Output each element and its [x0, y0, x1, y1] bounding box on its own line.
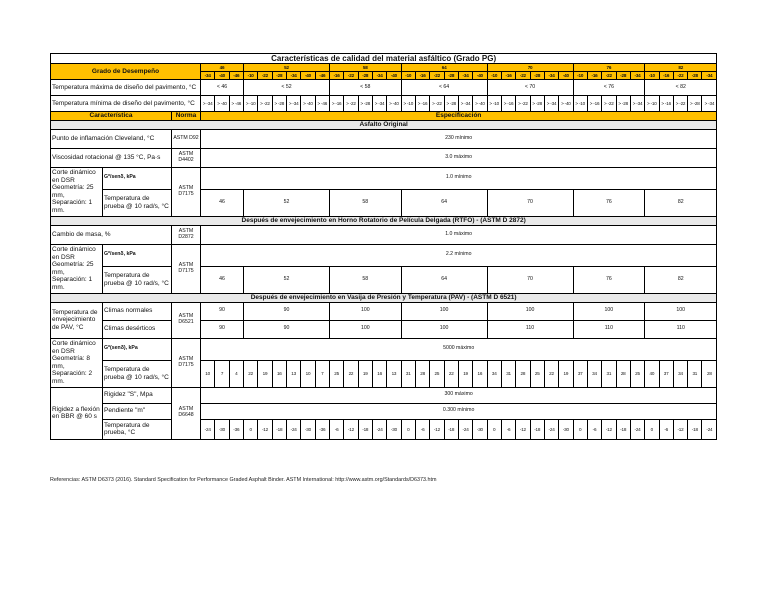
dsr-pav-label: Corte dinámico en DSR Geometría: 8 mm, Separación: 2 mm.	[51, 338, 103, 387]
pav-desert-value: 110	[487, 320, 573, 338]
dsr-pav-temp-value: 37	[573, 360, 587, 387]
visc-label: Viscosidad rotacional @ 135 °C, Pa·s	[51, 148, 172, 167]
bbr-temp-value: -30	[301, 419, 315, 439]
dsr-pav-temp-value: 28	[415, 360, 429, 387]
temp-min-value: > -34	[286, 96, 300, 112]
temp-min-value: > -16	[329, 96, 343, 112]
grado-label: Grado de Desempeño	[51, 64, 201, 80]
bbr-temp-value: -6	[329, 419, 343, 439]
grade-header: 82	[645, 64, 717, 72]
pav-desert-value: 100	[401, 320, 487, 338]
dsr-pav-temp-value: 34	[487, 360, 501, 387]
grade-low-temp: -34	[458, 72, 472, 80]
grade-low-temp: -22	[516, 72, 530, 80]
temp-min-value: > -22	[258, 96, 272, 112]
temp-max-value: < 70	[487, 80, 573, 96]
pav-normal-label: Climas normales	[103, 302, 172, 320]
dsr-rtfo-spec: 2.2 mínimo	[201, 244, 717, 266]
dsr-orig-temp-value: 76	[573, 189, 645, 216]
temp-min-value: > -16	[587, 96, 601, 112]
bbr-temp-value: 0	[243, 419, 257, 439]
bbr-temp-value: -12	[673, 419, 687, 439]
dsr-pav-temp-label: Temperatura de prueba @ 10 rad/s, °C	[103, 360, 172, 387]
flash-spec: 230 mínimo	[201, 129, 717, 148]
dsr-rtfo-temp-value: 52	[243, 266, 329, 293]
dsr-orig-temp-value: 70	[487, 189, 573, 216]
temp-min-value: > -10	[401, 96, 415, 112]
temp-min-value: > -16	[501, 96, 515, 112]
reference-note: Referencias: ASTM D6373 (2016). Standard Specification for Performance Graded Asphalt Binder. ASTM International: http://www.astm.org/Standards/D6373.htm	[50, 477, 437, 483]
bbr-stiff-spec: 300 máximo	[201, 387, 717, 403]
grade-low-temp: -34	[201, 72, 215, 80]
table-title: Características de calidad del material asfáltico (Grado PG)	[51, 54, 717, 64]
bbr-temp-value: -24	[372, 419, 386, 439]
temp-min-value: > -16	[659, 96, 673, 112]
grade-low-temp: -16	[329, 72, 343, 80]
bbr-temp-value: -36	[315, 419, 329, 439]
bbr-temp-value: -6	[587, 419, 601, 439]
dsr-pav-temp-value: 19	[458, 360, 472, 387]
grade-low-temp: -22	[673, 72, 687, 80]
pav-desert-value: 90	[201, 320, 244, 338]
dsr-pav-temp-value: 22	[243, 360, 257, 387]
grade-low-temp: -16	[415, 72, 429, 80]
pav-temp-label: Temperatura de envejecimiento de PAV, °C	[51, 302, 103, 338]
grade-header: 76	[573, 64, 645, 72]
temp-min-value: > -10	[573, 96, 587, 112]
temp-min-value: > -40	[387, 96, 401, 112]
grade-low-temp: -10	[487, 72, 501, 80]
bbr-temp-value: -30	[387, 419, 401, 439]
grade-low-temp: -28	[616, 72, 630, 80]
flash-label: Punto de inflamación Cleveland, °C	[51, 129, 172, 148]
bbr-temp-value: -18	[358, 419, 372, 439]
dsr-orig-norma: ASTM D7175	[172, 167, 201, 216]
dsr-pav-temp-value: 16	[272, 360, 286, 387]
dsr-rtfo-param: G*/senδ, kPa	[103, 244, 172, 266]
grade-low-temp: -16	[587, 72, 601, 80]
bbr-temp-value: -24	[458, 419, 472, 439]
dsr-pav-temp-value: 16	[473, 360, 487, 387]
pav-normal-value: 90	[201, 302, 244, 320]
dsr-pav-temp-value: 13	[286, 360, 300, 387]
grade-low-temp: -10	[573, 72, 587, 80]
temp-min-value: > -34	[702, 96, 717, 112]
grade-header: 52	[243, 64, 329, 72]
temp-max-value: < 64	[401, 80, 487, 96]
temp-min-value: > -40	[559, 96, 573, 112]
grade-low-temp: -22	[602, 72, 616, 80]
grade-low-temp: -28	[272, 72, 286, 80]
temp-min-value: > -34	[372, 96, 386, 112]
temp-min-label: Temperatura mínima de diseño del pavimento, °C	[51, 96, 201, 112]
grade-header: 46	[201, 64, 244, 72]
dsr-pav-param: G*(senδ), kPa	[103, 338, 172, 360]
visc-spec: 3.0 máximo	[201, 148, 717, 167]
grade-low-temp: -28	[530, 72, 544, 80]
dsr-rtfo-temp-value: 82	[645, 266, 717, 293]
bbr-temp-value: -36	[229, 419, 243, 439]
dsr-pav-temp-value: 16	[372, 360, 386, 387]
bbr-temp-label: Temperatura de prueba, °C	[103, 419, 172, 439]
dsr-pav-temp-value: 31	[688, 360, 702, 387]
dsr-pav-temp-value: 28	[702, 360, 717, 387]
bbr-temp-value: -12	[344, 419, 358, 439]
temp-min-value: > -22	[344, 96, 358, 112]
bbr-temp-value: -24	[286, 419, 300, 439]
temp-min-value: > -28	[272, 96, 286, 112]
grade-low-temp: -28	[358, 72, 372, 80]
bbr-temp-value: -18	[530, 419, 544, 439]
flash-norma: ASTM D92	[172, 129, 201, 148]
temp-min-value: > -34	[201, 96, 215, 112]
dsr-rtfo-temp-value: 46	[201, 266, 244, 293]
grade-low-temp: -16	[659, 72, 673, 80]
dsr-pav-spec: 5000 máximo	[201, 338, 717, 360]
bbr-temp-value: -12	[516, 419, 530, 439]
pav-normal-value: 100	[329, 302, 401, 320]
bbr-norma: ASTM D6648	[172, 387, 201, 439]
bbr-label: Rigidez a flexión en BBR @ 60 s	[51, 387, 103, 439]
temp-min-value: > -10	[487, 96, 501, 112]
grade-header: 70	[487, 64, 573, 72]
pav-normal-value: 100	[645, 302, 717, 320]
temp-min-value: > -34	[544, 96, 558, 112]
dsr-pav-temp-value: 34	[673, 360, 687, 387]
bbr-temp-value: -12	[602, 419, 616, 439]
bbr-temp-value: 0	[573, 419, 587, 439]
dsr-rtfo-label: Corte dinámico en DSR Geometría: 25 mm, Separación: 1 mm.	[51, 244, 103, 293]
grade-low-temp: -10	[645, 72, 659, 80]
dsr-rtfo-norma: ASTM D7175	[172, 244, 201, 293]
temp-min-value: > -22	[673, 96, 687, 112]
temp-min-value: > -28	[616, 96, 630, 112]
pav-desert-value: 100	[329, 320, 401, 338]
temp-max-value: < 52	[243, 80, 329, 96]
dsr-pav-temp-value: 22	[444, 360, 458, 387]
grade-low-temp: -22	[430, 72, 444, 80]
dsr-pav-temp-value: 25	[630, 360, 644, 387]
bbr-temp-value: -12	[430, 419, 444, 439]
mass-label: Cambio de masa, %	[51, 225, 172, 244]
dsr-pav-temp-value: 28	[616, 360, 630, 387]
temp-min-value: > -46	[229, 96, 243, 112]
dsr-pav-norma: ASTM D7175	[172, 338, 201, 387]
grade-low-temp: -34	[372, 72, 386, 80]
mass-norma: ASTM D2872	[172, 225, 201, 244]
dsr-pav-temp-value: 19	[559, 360, 573, 387]
grade-low-temp: -40	[387, 72, 401, 80]
grade-low-temp: -28	[444, 72, 458, 80]
temp-min-value: > -22	[602, 96, 616, 112]
mass-spec: 1.0 máximo	[201, 225, 717, 244]
dsr-pav-temp-value: 10	[301, 360, 315, 387]
temp-max-value: < 58	[329, 80, 401, 96]
section-rtfo: Después de envejecimiento en Horno Rotatorio de Película Delgada (RTFO) - (ASTM D 2872)	[51, 216, 717, 225]
temp-min-value: > -22	[430, 96, 444, 112]
header-caracteristica: Característica	[51, 112, 172, 121]
bbr-stiff-label: Rigidez "S", Mpa	[103, 387, 172, 403]
grade-low-temp: -16	[501, 72, 515, 80]
dsr-pav-temp-value: 19	[358, 360, 372, 387]
header-norma: Norma	[172, 112, 201, 121]
bbr-temp-value: -18	[272, 419, 286, 439]
grade-low-temp: -46	[315, 72, 329, 80]
dsr-pav-temp-value: 25	[430, 360, 444, 387]
bbr-temp-value: -24	[630, 419, 644, 439]
section-original: Asfalto Original	[51, 121, 717, 129]
pav-desert-value: 110	[573, 320, 645, 338]
dsr-pav-temp-value: 40	[645, 360, 659, 387]
pav-normal-value: 100	[487, 302, 573, 320]
dsr-pav-temp-value: 25	[530, 360, 544, 387]
dsr-pav-temp-value: 10	[201, 360, 215, 387]
dsr-pav-temp-value: 31	[602, 360, 616, 387]
bbr-temp-value: -18	[616, 419, 630, 439]
bbr-temp-value: -18	[444, 419, 458, 439]
temp-min-value: > -28	[530, 96, 544, 112]
bbr-slope-label: Pendiente "m"	[103, 403, 172, 419]
grade-low-temp: -34	[286, 72, 300, 80]
dsr-orig-temp-label: Temperatura de prueba @ 10 rad/s, °C	[103, 189, 172, 216]
dsr-pav-temp-value: 37	[659, 360, 673, 387]
dsr-orig-param: G*/senδ, kPa	[103, 167, 172, 189]
temp-max-value: < 46	[201, 80, 244, 96]
temp-min-value: > -34	[630, 96, 644, 112]
pav-desert-value: 90	[243, 320, 329, 338]
pav-normal-value: 100	[401, 302, 487, 320]
grade-low-temp: -28	[688, 72, 702, 80]
dsr-orig-temp-value: 82	[645, 189, 717, 216]
temp-min-value: > -40	[215, 96, 229, 112]
dsr-orig-label: Corte dinámico en DSR Geometría: 25 mm, Separación: 1 mm.	[51, 167, 103, 216]
grade-low-temp: -40	[301, 72, 315, 80]
grade-low-temp: -10	[243, 72, 257, 80]
grade-header: 58	[329, 64, 401, 72]
bbr-temp-value: -6	[659, 419, 673, 439]
dsr-pav-temp-value: 31	[501, 360, 515, 387]
temp-min-value: > -22	[516, 96, 530, 112]
temp-min-value: > -28	[444, 96, 458, 112]
dsr-pav-temp-value: 34	[587, 360, 601, 387]
grade-low-temp: -46	[229, 72, 243, 80]
dsr-pav-temp-value: 4	[229, 360, 243, 387]
spec-document	[50, 53, 717, 440]
grade-low-temp: -34	[630, 72, 644, 80]
grade-low-temp: -10	[401, 72, 415, 80]
grade-low-temp: -34	[702, 72, 717, 80]
temp-max-label: Temperatura máxima de diseño del pavimento, °C	[51, 80, 201, 96]
dsr-orig-temp-value: 58	[329, 189, 401, 216]
dsr-orig-temp-value: 64	[401, 189, 487, 216]
temp-min-value: > -34	[458, 96, 472, 112]
dsr-pav-temp-value: 13	[387, 360, 401, 387]
dsr-pav-temp-value: 7	[315, 360, 329, 387]
temp-min-value: > -28	[688, 96, 702, 112]
bbr-temp-value: -24	[544, 419, 558, 439]
dsr-rtfo-temp-value: 76	[573, 266, 645, 293]
dsr-orig-temp-value: 52	[243, 189, 329, 216]
temp-min-value: > -46	[315, 96, 329, 112]
bbr-temp-value: -30	[559, 419, 573, 439]
dsr-pav-temp-value: 31	[401, 360, 415, 387]
pav-desert-value: 110	[645, 320, 717, 338]
grade-low-temp: -34	[544, 72, 558, 80]
visc-norma: ASTM D4402	[172, 148, 201, 167]
temp-max-value: < 76	[573, 80, 645, 96]
bbr-temp-value: 0	[487, 419, 501, 439]
temp-max-value: < 82	[645, 80, 717, 96]
dsr-rtfo-temp-value: 70	[487, 266, 573, 293]
dsr-rtfo-temp-value: 64	[401, 266, 487, 293]
dsr-orig-spec: 1.0 mínimo	[201, 167, 717, 189]
grade-low-temp: -40	[559, 72, 573, 80]
pav-normal-value: 90	[243, 302, 329, 320]
dsr-pav-temp-value: 28	[516, 360, 530, 387]
temp-min-value: > -28	[358, 96, 372, 112]
dsr-rtfo-temp-value: 58	[329, 266, 401, 293]
grade-header: 64	[401, 64, 487, 72]
temp-min-value: > -10	[243, 96, 257, 112]
dsr-pav-temp-value: 22	[544, 360, 558, 387]
temp-min-value: > -40	[473, 96, 487, 112]
bbr-temp-value: -6	[415, 419, 429, 439]
bbr-temp-value: -12	[258, 419, 272, 439]
temp-min-value: > -40	[301, 96, 315, 112]
dsr-pav-temp-value: 22	[344, 360, 358, 387]
section-pav: Después de envejecimiento en Vasija de Presión y Temperatura (PAV) - (ASTM D 6521)	[51, 293, 717, 302]
dsr-pav-temp-value: 25	[329, 360, 343, 387]
bbr-temp-value: -18	[688, 419, 702, 439]
grade-low-temp: -22	[344, 72, 358, 80]
dsr-pav-temp-value: 19	[258, 360, 272, 387]
grade-low-temp: -22	[258, 72, 272, 80]
grade-low-temp: -40	[473, 72, 487, 80]
header-especificacion: Especificación	[201, 112, 717, 121]
bbr-slope-spec: 0.300 mínimo	[201, 403, 717, 419]
bbr-temp-value: -30	[215, 419, 229, 439]
grade-low-temp: -40	[215, 72, 229, 80]
pav-normal-value: 100	[573, 302, 645, 320]
bbr-temp-value: -6	[501, 419, 515, 439]
dsr-rtfo-temp-label: Temperatura de prueba @ 10 rad/s, °C	[103, 266, 172, 293]
bbr-temp-value: 0	[401, 419, 415, 439]
pg-spec-table	[50, 53, 717, 440]
bbr-temp-value: -24	[702, 419, 717, 439]
temp-min-value: > -16	[415, 96, 429, 112]
temp-min-value: > -10	[645, 96, 659, 112]
pav-desert-label: Climas desérticos	[103, 320, 172, 338]
dsr-pav-temp-value: 7	[215, 360, 229, 387]
pav-norma: ASTM D6521	[172, 302, 201, 338]
bbr-temp-value: -30	[473, 419, 487, 439]
bbr-temp-value: 0	[645, 419, 659, 439]
bbr-temp-value: -24	[201, 419, 215, 439]
dsr-orig-temp-value: 46	[201, 189, 244, 216]
